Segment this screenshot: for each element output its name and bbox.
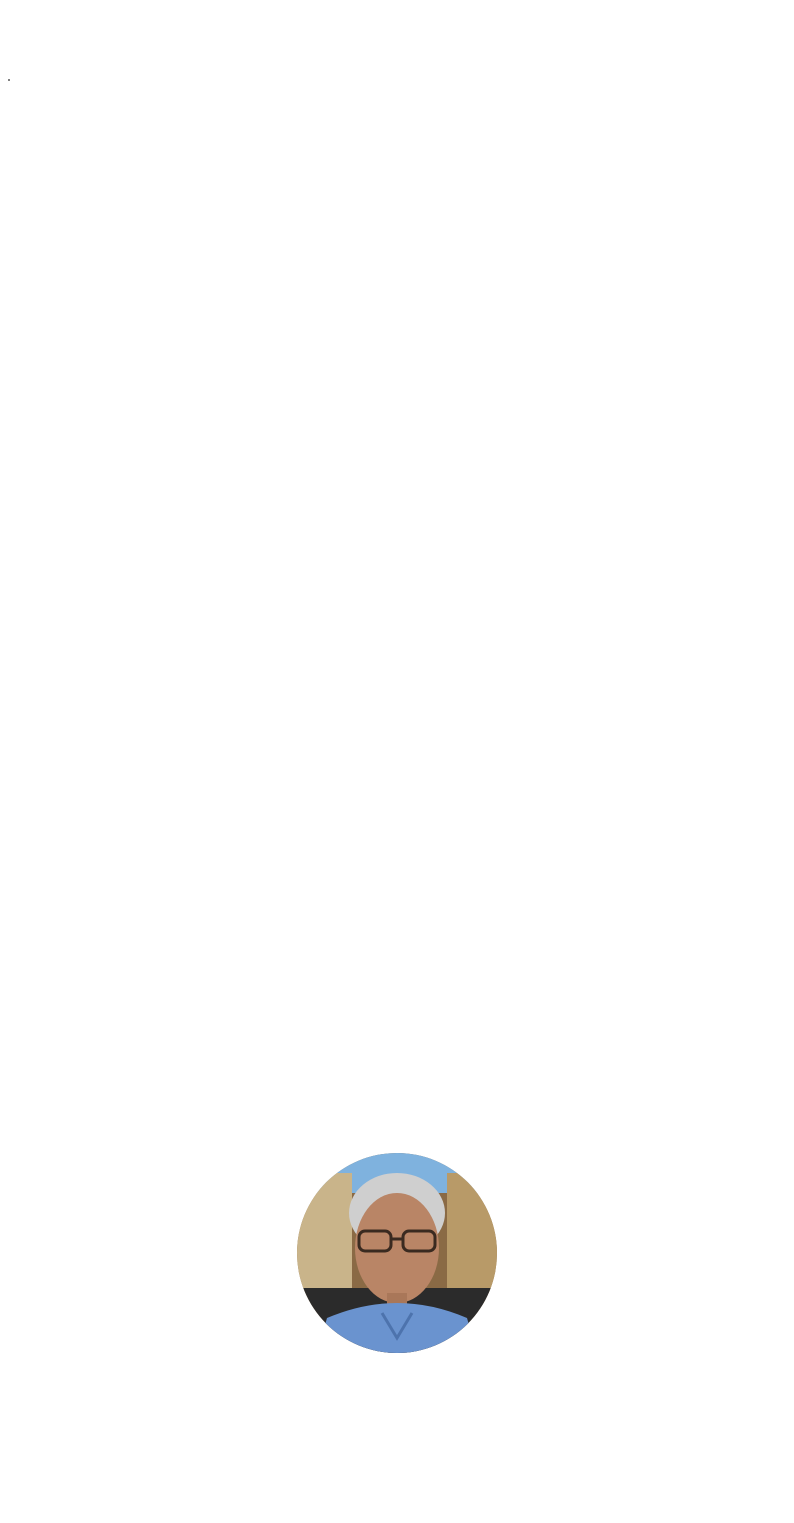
conclusion-text bbox=[8, 201, 786, 219]
central-line-text bbox=[8, 99, 786, 117]
author-avatar bbox=[297, 1153, 497, 1353]
question-b bbox=[8, 45, 786, 63]
lcl-text bbox=[8, 167, 786, 185]
question-a bbox=[8, 11, 786, 29]
document-body bbox=[8, 11, 786, 235]
sample-table bbox=[8, 79, 10, 81]
ucl-text bbox=[8, 133, 786, 151]
avatar-portrait bbox=[297, 1153, 497, 1353]
